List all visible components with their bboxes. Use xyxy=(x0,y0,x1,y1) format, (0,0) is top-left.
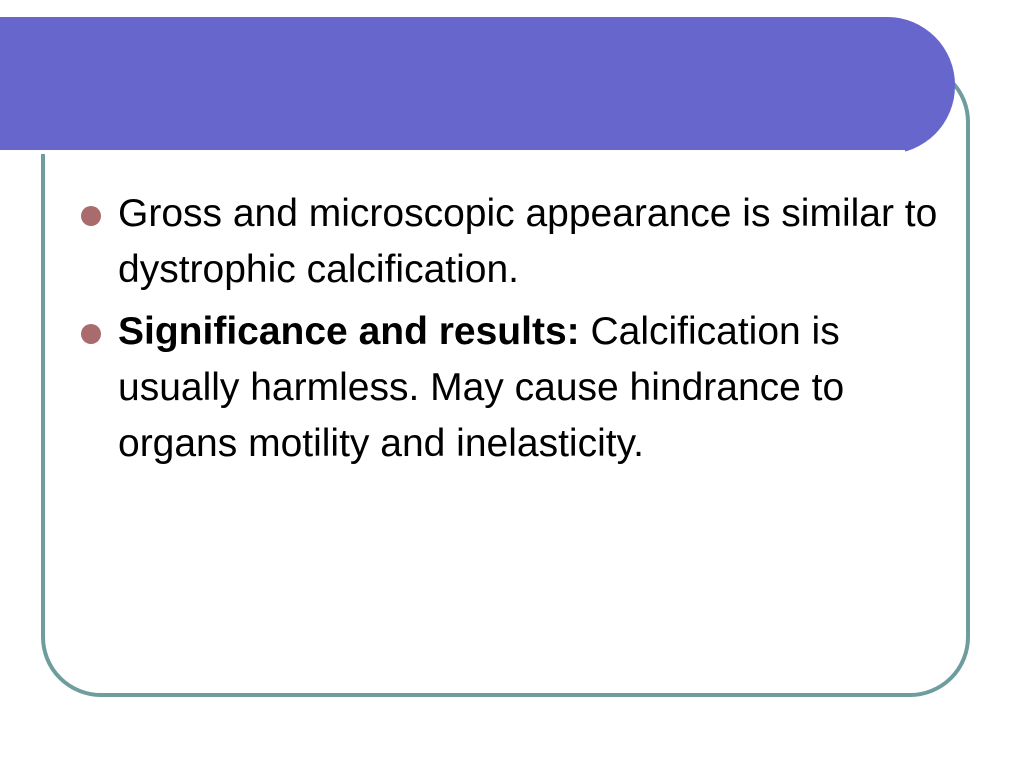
bullet-item xyxy=(80,304,940,472)
bullet-icon xyxy=(81,206,101,226)
bullet-text: Calcification is usually harmless. May cause hindrance to organs motility and inelasticity. xyxy=(118,310,845,465)
bullet-icon xyxy=(81,324,101,344)
header-rule xyxy=(0,150,905,154)
slide-title xyxy=(60,47,880,137)
bullet-list xyxy=(80,186,940,478)
header-bar xyxy=(0,17,955,154)
bullet-text: Gross and microscopic appearance is similar to dystrophic calcification. xyxy=(118,192,938,291)
bullet-item xyxy=(80,186,940,298)
bullet-lead: Significance and results: xyxy=(118,310,591,353)
